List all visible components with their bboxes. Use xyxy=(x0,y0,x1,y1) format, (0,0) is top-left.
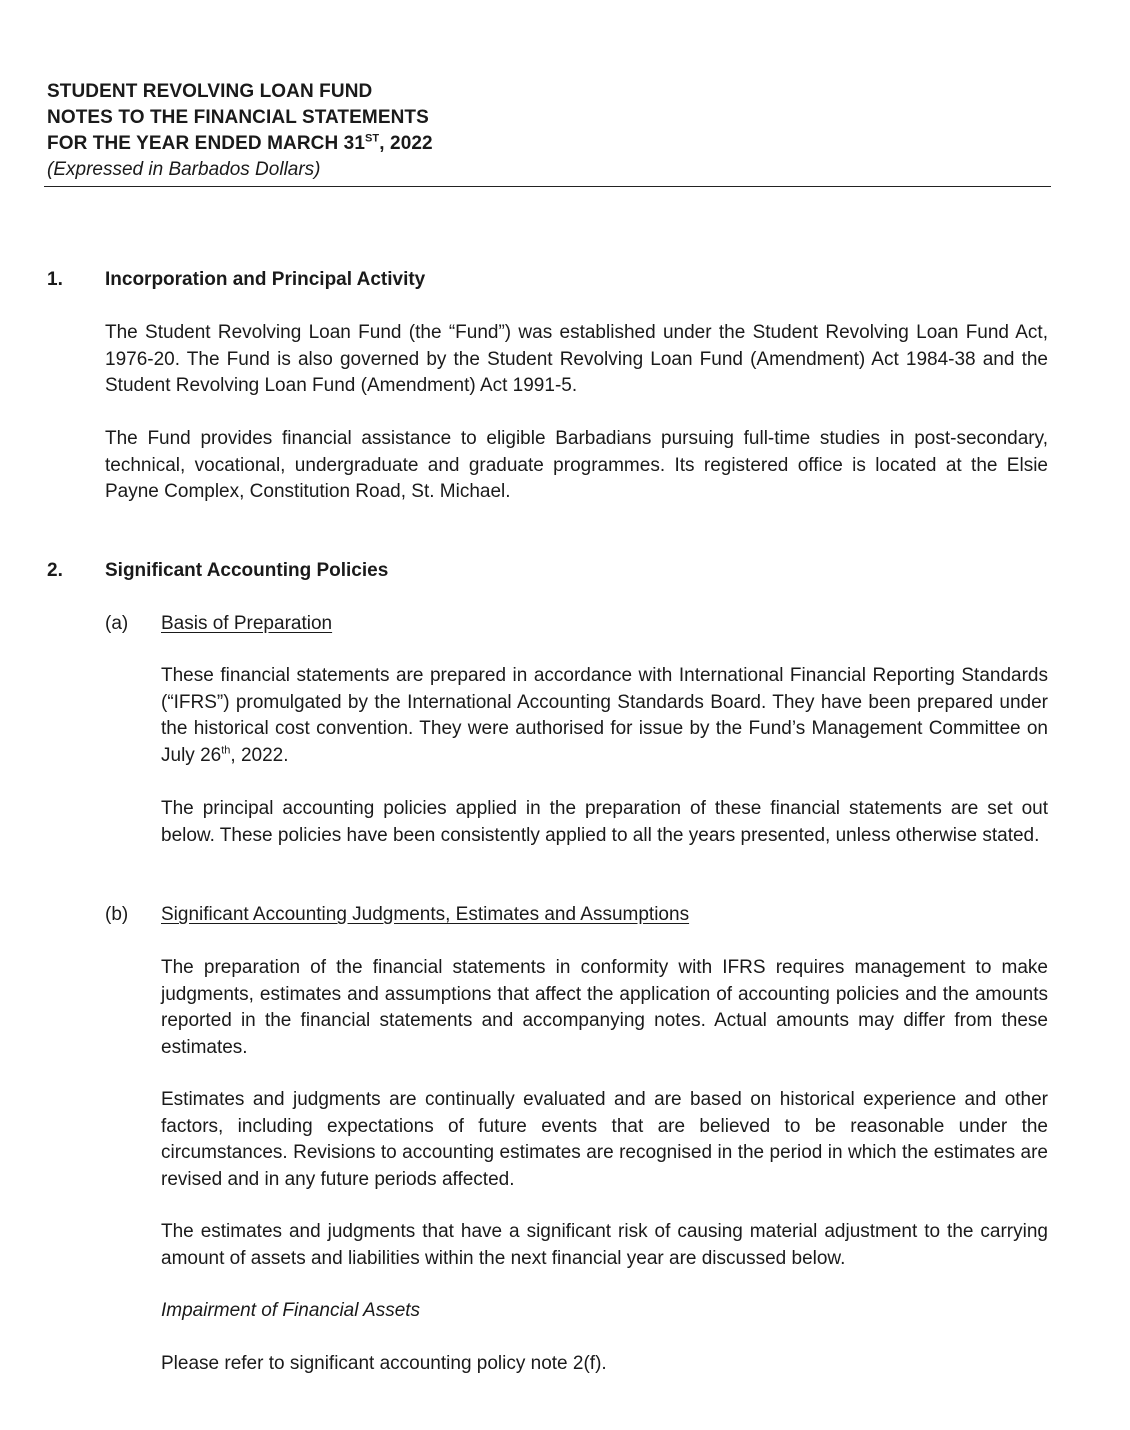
header-fund-name: STUDENT REVOLVING LOAN FUND xyxy=(47,81,373,102)
subsection-a-paragraph-1 xyxy=(161,663,1048,769)
subsection-b-paragraph-4 xyxy=(161,1351,1048,1378)
section-1-heading xyxy=(47,267,1051,293)
subsection-b-paragraph-3 xyxy=(161,1219,1048,1272)
subsection-a-paragraph-1-text xyxy=(161,663,1048,769)
header-period-sup: ST xyxy=(365,132,380,145)
header-period-suffix: , 2022 xyxy=(379,133,433,154)
impairment-heading: Impairment of Financial Assets xyxy=(161,1300,421,1321)
subsection-b-paragraph-1-text: The preparation of the financial statements in conformity with IFRS requires management to make judgments, estimates and assumptions that affect the application of accounting policies and the amounts reported in the financial statements and accompanying notes. Actual amounts may differ from these estimates. xyxy=(161,957,1048,1058)
section-1-paragraph-1 xyxy=(105,320,1048,400)
section-1-paragraph-1-text: The Student Revolving Loan Fund (the “Fund”) was established under the Student Revolving Loan Fund Act, 1976-20. The Fund is also governed by the Student Revolving Loan Fund (Amendment) Act 1984-38 and the Student Revolving Loan Fund (Amendment) Act 1991-5. xyxy=(105,322,1048,396)
section-1-paragraph-2-text: The Fund provides financial assistance to eligible Barbadians pursuing full-time studies in post-secondary, technical, vocational, undergraduate and graduate programmes. Its registered office is located at the Elsie Payne Complex, Constitution Road, St. Michael. xyxy=(105,428,1048,502)
section-1-number: 1. xyxy=(47,269,63,290)
subsection-b-title: Significant Accounting Judgments, Estimates and Assumptions xyxy=(161,904,690,925)
header-divider xyxy=(44,186,1051,187)
section-2-title: Significant Accounting Policies xyxy=(105,560,389,581)
section-2-number: 2. xyxy=(47,560,63,581)
section-1-title: Incorporation and Principal Activity xyxy=(105,269,426,290)
subsection-b-paragraph-3-text: The estimates and judgments that have a significant risk of causing material adjustment to the carrying amount of assets and liabilities within the next financial year are discussed below. xyxy=(161,1221,1048,1269)
subsection-b-heading xyxy=(105,902,1048,928)
header-notes-title: NOTES TO THE FINANCIAL STATEMENTS xyxy=(47,107,429,128)
header-period-prefix: FOR THE YEAR ENDED MARCH 31 xyxy=(47,133,365,154)
header-period xyxy=(47,131,1051,157)
section-1-paragraph-2 xyxy=(105,426,1048,506)
subsection-a-paragraph-1-end: , 2022. xyxy=(230,744,289,766)
subsection-a-heading xyxy=(105,611,1048,637)
subsection-a-title: Basis of Preparation xyxy=(161,613,333,634)
subsection-b-letter: (b) xyxy=(105,904,129,925)
subsection-a-paragraph-2-text: The principal accounting policies applied in the preparation of these financial statements are set out below. These policies have been consistently applied to all the years presented, unless otherwise stated. xyxy=(161,798,1048,846)
subsection-a-paragraph-2 xyxy=(161,796,1048,849)
subsection-a-date-sup: th xyxy=(221,744,231,757)
subsection-a-letter: (a) xyxy=(105,613,129,634)
subsection-b-paragraph-1 xyxy=(161,955,1048,1061)
subsection-a-paragraph-1-main: These financial statements are prepared in accordance with International Financial Reporting Standards (“IFRS”) promulgated by the International Accounting Standards Board. They have been prepared under the historical cost convention. They were authorised for issue by the Fund’s Management Committee on July 26 xyxy=(161,665,1048,766)
subsection-b-paragraph-4-text: Please refer to significant accounting policy note 2(f). xyxy=(161,1353,607,1374)
header-currency-note: (Expressed in Barbados Dollars) xyxy=(47,159,321,180)
section-2-heading xyxy=(47,558,1051,584)
document-header xyxy=(47,79,1051,183)
subsection-b-paragraph-2 xyxy=(161,1087,1048,1193)
subsection-b-paragraph-2-text: Estimates and judgments are continually evaluated and are based on historical experience and other factors, including expectations of future events that are believed to be reasonable under the circumstances. Revisions to accounting estimates are recognised in the period in which the estimates are revised and in any future periods affected. xyxy=(161,1089,1048,1190)
